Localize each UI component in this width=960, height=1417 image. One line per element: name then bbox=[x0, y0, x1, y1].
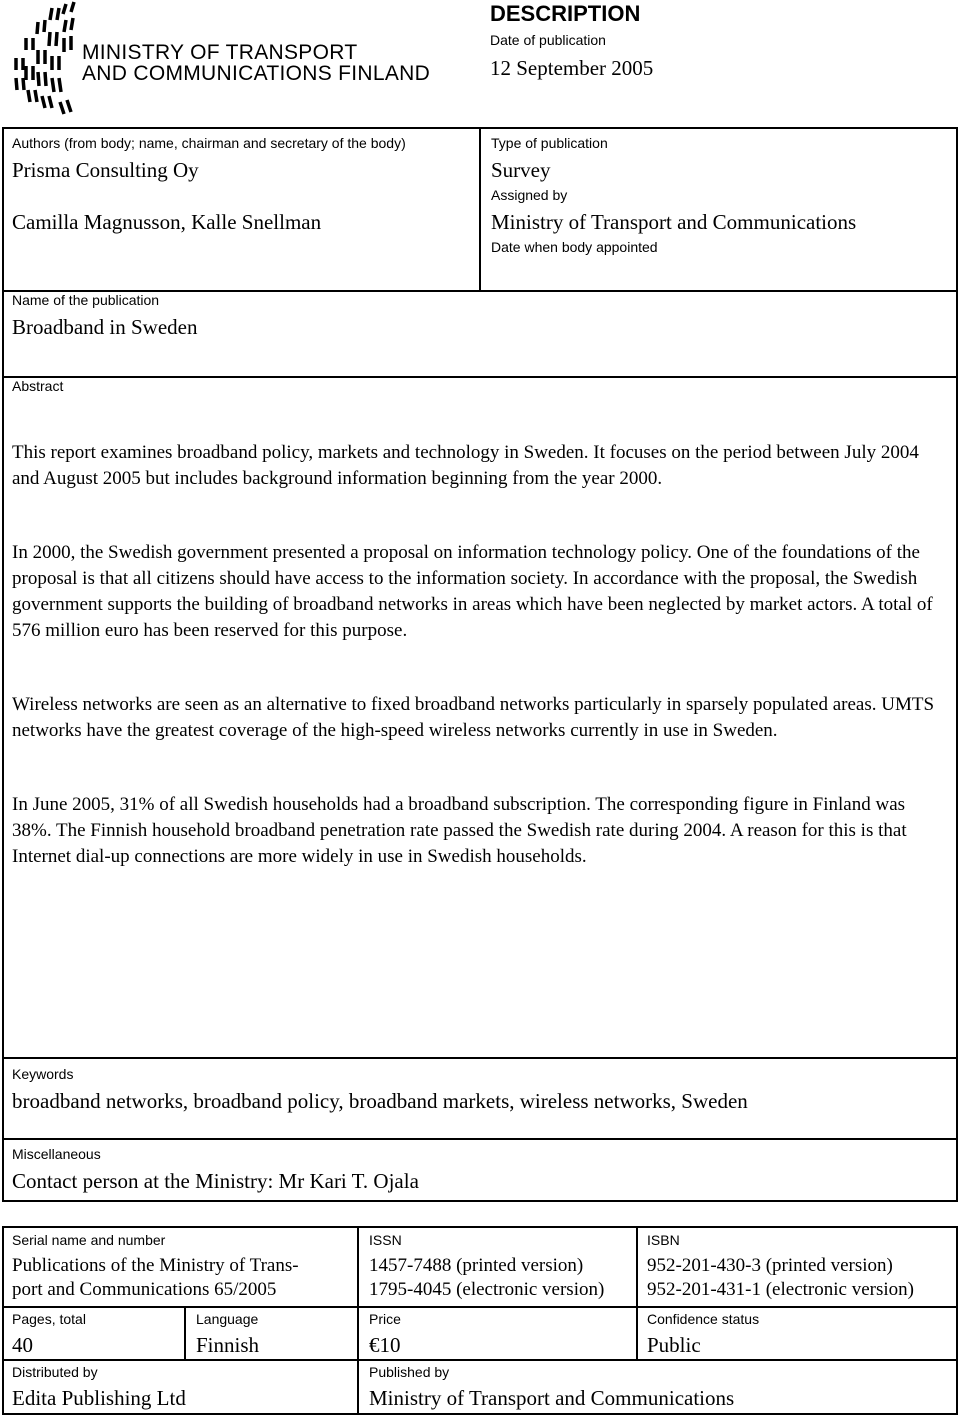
divider-keywords-bottom bbox=[2, 1138, 958, 1140]
language-value: Finnish bbox=[196, 1333, 260, 1357]
table-col-issn bbox=[357, 1226, 359, 1415]
pages-label: Pages, total bbox=[12, 1311, 86, 1327]
confidence-value: Public bbox=[647, 1333, 701, 1357]
document-type-title: DESCRIPTION bbox=[490, 1, 641, 26]
divider-abstract-bottom bbox=[2, 1057, 958, 1059]
divider-authors-vertical bbox=[479, 127, 481, 292]
abstract-paragraph-2: In 2000, the Swedish government presented a proposal on information technology policy. One of the foundations of the proposal is that all citizens should have access to the information society. In accordance with the proposal, the Swedish government supports the building of broadband networks in areas which have been neglected by market actors. A total of 576 million euro has been reserved for this purpose. bbox=[12, 542, 933, 641]
authors-names: Camilla Magnusson, Kalle Snellman bbox=[12, 210, 322, 234]
frame-left bbox=[2, 127, 4, 1202]
price-label: Price bbox=[369, 1311, 401, 1327]
date-appointed-label: Date when body appointed bbox=[491, 239, 658, 255]
publication-name-value: Broadband in Sweden bbox=[12, 315, 198, 339]
table-col-isbn bbox=[636, 1226, 638, 1359]
published-by-label: Published by bbox=[369, 1364, 450, 1380]
confidence-label: Confidence status bbox=[647, 1311, 760, 1327]
serial-line2: port and Communications 65/2005 bbox=[12, 1279, 277, 1300]
table-row2-bottom bbox=[2, 1359, 958, 1361]
date-of-publication-label: Date of publication bbox=[490, 32, 606, 48]
date-of-publication-value: 12 September 2005 bbox=[490, 56, 654, 80]
pages-value: 40 bbox=[12, 1333, 33, 1357]
table-bottom bbox=[2, 1413, 958, 1415]
isbn-line2: 952-201-431-1 (electronic version) bbox=[647, 1279, 914, 1300]
ministry-name-line2: AND COMMUNICATIONS FINLAND bbox=[82, 62, 431, 85]
authors-label: Authors (from body; name, chairman and secretary of the body) bbox=[12, 135, 406, 151]
table-left bbox=[2, 1226, 4, 1415]
language-label: Language bbox=[196, 1311, 259, 1327]
assigned-by-label: Assigned by bbox=[491, 187, 568, 203]
miscellaneous-value: Contact person at the Ministry: Mr Kari T. Ojala bbox=[12, 1169, 419, 1193]
table-col-language bbox=[184, 1306, 186, 1359]
distributed-by-label: Distributed by bbox=[12, 1364, 98, 1380]
publication-name-label: Name of the publication bbox=[12, 292, 160, 308]
table-row1-bottom bbox=[2, 1306, 958, 1308]
abstract-label: Abstract bbox=[12, 378, 64, 394]
assigned-by-value: Ministry of Transport and Communications bbox=[491, 210, 857, 234]
keywords-value: broadband networks, broadband policy, broadband markets, wireless networks, Sweden bbox=[12, 1089, 748, 1113]
issn-label: ISSN bbox=[369, 1232, 402, 1248]
table-top bbox=[2, 1226, 958, 1228]
keywords-label: Keywords bbox=[12, 1066, 74, 1082]
issn-line2: 1795-4045 (electronic version) bbox=[369, 1279, 605, 1300]
distributed-by-value: Edita Publishing Ltd bbox=[12, 1386, 186, 1410]
type-of-publication-label: Type of publication bbox=[491, 135, 608, 151]
type-of-publication-value: Survey bbox=[491, 158, 551, 182]
abstract-paragraph-4: In June 2005, 31% of all Swedish households had a broadband subscription. The corresponding figure in Finland was 38%. The Finnish household broadband penetration rate passed the Swedish rate during 2004. A reason for this is that Internet dial-up connections are more widely in use in Swedish households. bbox=[12, 794, 907, 867]
abstract-paragraph-1: This report examines broadband policy, markets and technology in Sweden. It focuses on the period between July 2004 and August 2005 but includes background information beginning from the year 2000. bbox=[12, 442, 919, 489]
table-right bbox=[956, 1226, 958, 1415]
abstract-paragraph-3: Wireless networks are seen as an alternative to fixed broadband networks particularly in sparsely populated areas. UMTS networks have the greatest coverage of the high-speed wireless networks currently in use in Sweden. bbox=[12, 694, 935, 741]
authors-organization: Prisma Consulting Oy bbox=[12, 158, 199, 182]
divider-misc-bottom bbox=[2, 1200, 958, 1202]
miscellaneous-label: Miscellaneous bbox=[12, 1146, 101, 1162]
price-value: €10 bbox=[369, 1333, 401, 1357]
published-by-value: Ministry of Transport and Communications bbox=[369, 1386, 735, 1410]
divider-name-bottom bbox=[2, 376, 958, 378]
ministry-name-line1: MINISTRY OF TRANSPORT bbox=[82, 41, 358, 64]
serial-label: Serial name and number bbox=[12, 1232, 166, 1248]
isbn-label: ISBN bbox=[647, 1232, 680, 1248]
ministry-logo-icon bbox=[8, 0, 80, 118]
issn-line1: 1457-7488 (printed version) bbox=[369, 1255, 584, 1276]
serial-line1: Publications of the Ministry of Trans- bbox=[12, 1255, 299, 1276]
frame-right bbox=[956, 127, 958, 1202]
isbn-line1: 952-201-430-3 (printed version) bbox=[647, 1255, 893, 1276]
